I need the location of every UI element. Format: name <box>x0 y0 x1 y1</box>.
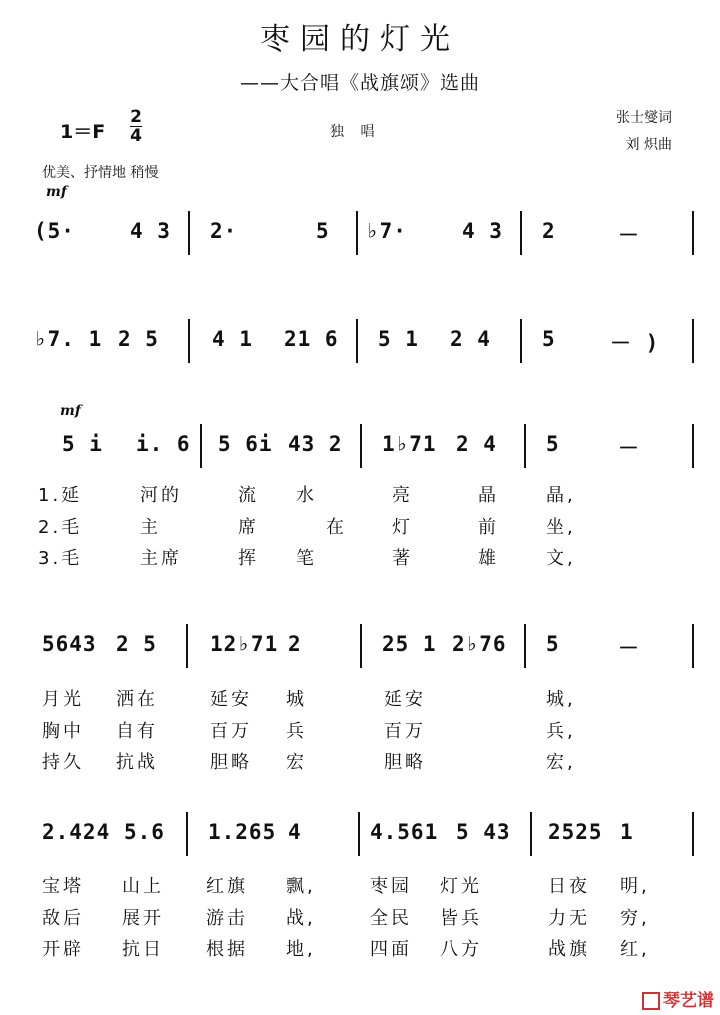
lyric: 抗战 <box>116 752 158 773</box>
lyric: 胆略 <box>210 752 252 773</box>
lyric: 根据 <box>206 939 248 960</box>
lyric: 2.毛 <box>38 517 83 538</box>
lyric: 1.延 <box>38 485 83 506</box>
note-group: 4 <box>288 820 302 844</box>
song-title: 枣园的灯光 <box>260 22 460 57</box>
lyric-line <box>0 513 720 541</box>
note-group: 4 1 <box>212 327 253 351</box>
note-group: － <box>618 223 640 247</box>
dynamic-mark: mf <box>46 184 67 200</box>
note-group: 5 <box>316 219 330 243</box>
lyric: 全民 <box>370 908 412 929</box>
lyric: 日夜 <box>548 876 590 897</box>
lyric: 文, <box>546 548 576 569</box>
lyric: 3.毛 <box>38 548 83 569</box>
lyricist-credit: 张士燮词 <box>616 110 672 126</box>
lyric: 亮 <box>392 485 413 506</box>
note-group: 5643 <box>42 632 97 656</box>
note-group: 2 5 <box>116 632 157 656</box>
note-group: 5 i <box>62 432 103 456</box>
watermark-logo <box>642 986 714 1011</box>
note-group: 2 4 <box>456 432 497 456</box>
lyric: 主 <box>140 517 161 538</box>
lyric: 战旗 <box>548 939 590 960</box>
lyric: 笔 <box>296 548 317 569</box>
lyric: 洒在 <box>116 689 158 710</box>
lyric: 流 <box>238 485 259 506</box>
note-group: 12♭71 <box>210 632 279 656</box>
note-group: 2 <box>288 632 302 656</box>
time-bottom: 4 <box>130 126 142 146</box>
lyric: 自有 <box>116 721 158 742</box>
lyric: 抗日 <box>122 939 164 960</box>
lyric: 城, <box>546 689 576 710</box>
lyric-line <box>0 904 720 932</box>
lyric-line <box>0 748 720 776</box>
note-group: ♭7. 1 <box>34 327 103 351</box>
lyric: 延安 <box>384 689 426 710</box>
lyric: 晶, <box>546 485 576 506</box>
lyric: 红旗 <box>206 876 248 897</box>
note-group: 5 <box>546 432 560 456</box>
lyric: 坐, <box>546 517 576 538</box>
note-group: 5 <box>546 632 560 656</box>
lyric: 胆略 <box>384 752 426 773</box>
lyric: 在 <box>326 517 347 538</box>
lyric: 胸中 <box>42 721 84 742</box>
composer-credit: 刘 炽曲 <box>625 137 672 153</box>
lyric: 城 <box>286 689 307 710</box>
lyric: 宏, <box>546 752 576 773</box>
note-group: 2 5 <box>118 327 159 351</box>
lyric: 著 <box>392 548 413 569</box>
note-group: 21 6 <box>284 327 339 351</box>
staff-row-5 <box>0 808 720 864</box>
note-group: 4.561 <box>370 820 439 844</box>
lyric: 主席 <box>140 548 182 569</box>
note-group: ♭7· <box>366 219 407 243</box>
note-group: － <box>618 436 640 460</box>
note-group: 5 1 <box>378 327 419 351</box>
note-group: 4 3 <box>130 219 171 243</box>
lyric-line <box>0 481 720 509</box>
lyric: 开辟 <box>42 939 84 960</box>
key-signature: 1＝F <box>60 121 106 143</box>
lyric-line <box>0 544 720 572</box>
note-group: 1 <box>620 820 634 844</box>
lyric: 灯 <box>392 517 413 538</box>
lyric: 飘, <box>286 876 316 897</box>
performance-note: 独 唱 <box>330 124 381 140</box>
lyric: 游击 <box>206 908 248 929</box>
note-group: 5 6i <box>218 432 273 456</box>
lyric: 山上 <box>122 876 164 897</box>
note-group: 5 43 <box>456 820 511 844</box>
lyric: 水 <box>296 485 317 506</box>
note-group: 25 1 <box>382 632 437 656</box>
note-group: 5 <box>542 327 556 351</box>
staff-row-2 <box>0 315 720 371</box>
lyric: 地, <box>286 939 316 960</box>
lyric: 红, <box>620 939 650 960</box>
note-group: 1♭71 <box>382 432 437 456</box>
tempo-marking: 优美、抒情地 稍慢 <box>42 165 159 181</box>
lyric: 席 <box>238 517 259 538</box>
logo-icon <box>642 992 660 1010</box>
lyric: 战, <box>286 908 316 929</box>
lyric: 敌后 <box>42 908 84 929</box>
lyric: 河的 <box>140 485 182 506</box>
note-group: 5.6 <box>124 820 165 844</box>
note-group: 2♭76 <box>452 632 507 656</box>
note-group: (5· <box>34 219 75 243</box>
note-group: 2525 <box>548 820 603 844</box>
note-group: － <box>618 636 640 660</box>
lyric: 穷, <box>620 908 650 929</box>
lyric: 挥 <box>238 548 259 569</box>
lyric: 宏 <box>286 752 307 773</box>
lyric: 前 <box>478 517 499 538</box>
lyric: 持久 <box>42 752 84 773</box>
note-group: 43 2 <box>288 432 343 456</box>
lyric: 展开 <box>122 908 164 929</box>
note-group: 1.265 <box>208 820 277 844</box>
lyric: 枣园 <box>370 876 412 897</box>
note-group: 4 3 <box>462 219 503 243</box>
staff-row-1 <box>0 207 720 263</box>
note-group: 2.424 <box>42 820 111 844</box>
lyric-line <box>0 685 720 713</box>
lyric: 皆兵 <box>440 908 482 929</box>
subtitle: ——大合唱《战旗颂》选曲 <box>239 72 480 94</box>
watermark-text: 琴艺谱 <box>663 991 714 1011</box>
note-group: i. 6 <box>136 432 191 456</box>
lyric: 八方 <box>440 939 482 960</box>
lyric-line <box>0 872 720 900</box>
lyric: 晶 <box>478 485 499 506</box>
staff-row-3 <box>0 420 720 476</box>
note-group: 2 4 <box>450 327 491 351</box>
lyric: 雄 <box>478 548 499 569</box>
note-group: 2· <box>210 219 238 243</box>
staff-row-4 <box>0 620 720 676</box>
lyric: 百万 <box>384 721 426 742</box>
lyric: 兵, <box>546 721 576 742</box>
lyric: 兵 <box>286 721 307 742</box>
note-group: － ) <box>610 331 660 355</box>
lyric-line <box>0 717 720 745</box>
lyric: 灯光 <box>440 876 482 897</box>
lyric: 宝塔 <box>42 876 84 897</box>
lyric: 力无 <box>548 908 590 929</box>
time-top: 2 <box>130 107 142 127</box>
time-signature <box>130 108 142 145</box>
lyric: 月光 <box>42 689 84 710</box>
note-group: 2 <box>542 219 556 243</box>
lyric-line <box>0 935 720 963</box>
lyric: 明, <box>620 876 650 897</box>
lyric: 四面 <box>370 939 412 960</box>
lyric: 延安 <box>210 689 252 710</box>
lyric: 百万 <box>210 721 252 742</box>
dynamic-mark: mf <box>60 403 81 419</box>
